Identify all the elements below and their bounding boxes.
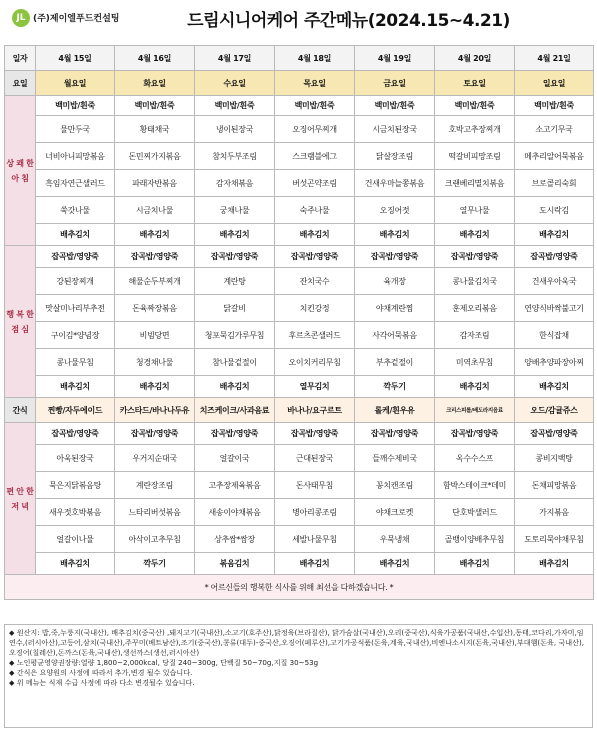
breakfast-dish-cell: 궁채나물 <box>195 197 275 224</box>
snack-note: ◆ 간식은 요양원의 사정에 따라서 추가,변경 될수 있습니다. <box>9 668 193 677</box>
lunch-dish-cell: 배추김치 <box>36 376 115 398</box>
lunch-dish-cell: 배추김치 <box>435 376 515 398</box>
breakfast-dish-cell: 호박고추장찌개 <box>435 116 515 143</box>
breakfast-dish-cell: 브로콜리숙회 <box>515 170 594 197</box>
lunch-dish-cell: 사각어묵볶음 <box>355 322 435 349</box>
breakfast-dish-cell: 백미밥/흰죽 <box>275 96 355 116</box>
dinner-row <box>5 445 594 472</box>
lunch-dish-cell: 훈제오리볶음 <box>435 295 515 322</box>
day-row <box>5 71 594 96</box>
dinner-row <box>5 499 594 526</box>
breakfast-dish-cell: 배추김치 <box>515 224 594 246</box>
breakfast-dish-cell: 오징어젓 <box>355 197 435 224</box>
lunch-row <box>5 322 594 349</box>
lunch-dish-cell: 콩나물김치국 <box>435 268 515 295</box>
breakfast-dish-cell: 배추김치 <box>435 224 515 246</box>
lunch-dish-cell: 치킨강정 <box>275 295 355 322</box>
lunch-dish-cell: 잡곡밥/영양죽 <box>515 246 594 268</box>
breakfast-dish-cell: 열무나물 <box>435 197 515 224</box>
snack-row <box>5 398 594 423</box>
snack-cell: 카스타드/바나나두유 <box>115 398 195 423</box>
lunch-label: 행 복 한 점 심 <box>5 246 36 398</box>
breakfast-dish-cell: 숙주나물 <box>275 197 355 224</box>
date-cell: 4월 16일 <box>115 46 195 71</box>
dinner-dish-cell: 묵은지닭볶음탕 <box>36 472 115 499</box>
dinner-dish-cell: 아욱된장국 <box>36 445 115 472</box>
lunch-dish-cell: 잡곡밥/영양죽 <box>275 246 355 268</box>
date-label: 일자 <box>5 46 36 71</box>
lunch-dish-cell: 부추겉절이 <box>355 349 435 376</box>
dinner-dish-cell: 느타리버섯볶음 <box>115 499 195 526</box>
lunch-dish-cell: 잡곡밥/영양죽 <box>355 246 435 268</box>
lunch-dish-cell: 배추김치 <box>515 376 594 398</box>
breakfast-dish-cell: 돈민찌가지볶음 <box>115 143 195 170</box>
dinner-dish-cell: 들깨수제비국 <box>355 445 435 472</box>
lunch-dish-cell: 깍두기 <box>355 376 435 398</box>
dinner-row <box>5 553 594 575</box>
dinner-dish-cell: 배추김치 <box>355 553 435 575</box>
dinner-dish-cell: 꽁치캔조림 <box>355 472 435 499</box>
dinner-dish-cell: 새송이야채볶음 <box>195 499 275 526</box>
lunch-dish-cell: 맛살미나리부추전 <box>36 295 115 322</box>
header <box>0 0 597 38</box>
date-row <box>5 46 594 71</box>
lunch-dish-cell: 해물순두부찌개 <box>115 268 195 295</box>
notice-row <box>5 575 594 600</box>
dinner-dish-cell: 돈채피망볶음 <box>515 472 594 499</box>
dinner-row <box>5 526 594 553</box>
dinner-row <box>5 472 594 499</box>
lunch-dish-cell: 육개장 <box>355 268 435 295</box>
company-logo: JL <box>12 9 30 27</box>
lunch-dish-cell: 돈육짜장볶음 <box>115 295 195 322</box>
snack-cell: 찐빵/자두에이드 <box>36 398 115 423</box>
breakfast-dish-cell: 백미밥/흰죽 <box>355 96 435 116</box>
snack-label: 간식 <box>5 398 36 423</box>
breakfast-dish-cell: 백미밥/흰죽 <box>195 96 275 116</box>
breakfast-dish-cell: 배추김치 <box>36 224 115 246</box>
lunch-row <box>5 268 594 295</box>
date-cell: 4월 15일 <box>36 46 115 71</box>
breakfast-dish-cell: 황태채국 <box>115 116 195 143</box>
lunch-dish-cell: 청경채나물 <box>115 349 195 376</box>
breakfast-dish-cell: 소고기무국 <box>515 116 594 143</box>
day-cell: 월요일 <box>36 71 115 96</box>
weekly-menu-table <box>4 45 594 600</box>
dinner-dish-cell: 가지볶음 <box>515 499 594 526</box>
breakfast-dish-cell: 떡갈비피망조림 <box>435 143 515 170</box>
date-cell: 4월 19일 <box>355 46 435 71</box>
breakfast-row <box>5 224 594 246</box>
day-cell: 일요일 <box>515 71 594 96</box>
lunch-dish-cell: 열무김치 <box>275 376 355 398</box>
snack-cell: 크리스피롤/배도라지음료 <box>435 398 515 423</box>
breakfast-dish-cell: 쑥갓나물 <box>36 197 115 224</box>
menu-change-note: ◆ 위 메뉴는 식재 수급 사정에 따라 다소 변경될수 있습니다. <box>9 678 195 687</box>
lunch-dish-cell: 계란탕 <box>195 268 275 295</box>
dinner-dish-cell: 잡곡밥/영양죽 <box>355 423 435 445</box>
dinner-dish-cell: 야채크로켓 <box>355 499 435 526</box>
dinner-dish-cell: 배추김치 <box>275 553 355 575</box>
breakfast-dish-cell: 백미밥/흰죽 <box>115 96 195 116</box>
dinner-dish-cell: 잡곡밥/영양죽 <box>115 423 195 445</box>
lunch-dish-cell: 잡곡밥/영양죽 <box>115 246 195 268</box>
dinner-dish-cell: 배추김치 <box>515 553 594 575</box>
lunch-dish-cell: 양배추양파장아찌 <box>515 349 594 376</box>
breakfast-dish-cell: 감자채볶음 <box>195 170 275 197</box>
origin-note: ◆ 원산지: 밥,죽,누룽지(국내산), 배추김치(중국산) ,돼지고기(국내산),소고기(호주산),닭정육(브라질산), 닭가슴살(국내산),오리(중국산),식육가공품(국내산,수입산),동태,코다리,가자미,임연수,(러시아산),고등어,삼치(국내산),주꾸미(베트남산),조기(중국산),콩류(대두)-중국산,오징어(페루산),고기가공식품(돈육,계육,국내산),비엔나소시지(돈육,국내산),부대햄(돈육, 국내산),오징어(칠레산),돈까스(돈육,국내산),생선까스(생선,러시아산) <box>9 628 584 657</box>
dinner-dish-cell: 아삭이고추무침 <box>115 526 195 553</box>
lunch-dish-cell: 닭갈비 <box>195 295 275 322</box>
dinner-dish-cell: 골뱅이양배추무침 <box>435 526 515 553</box>
dinner-dish-cell: 배추김치 <box>435 553 515 575</box>
dinner-dish-cell: 계란장조림 <box>115 472 195 499</box>
lunch-dish-cell: 건새우아욱국 <box>515 268 594 295</box>
dinner-dish-cell: 잡곡밥/영양죽 <box>275 423 355 445</box>
dinner-row <box>5 423 594 445</box>
day-cell: 토요일 <box>435 71 515 96</box>
lunch-dish-cell: 강된장찌개 <box>36 268 115 295</box>
dinner-dish-cell: 함박스테이크*데미 <box>435 472 515 499</box>
breakfast-row <box>5 170 594 197</box>
day-cell: 수요일 <box>195 71 275 96</box>
breakfast-dish-cell: 시금치된장국 <box>355 116 435 143</box>
dinner-dish-cell: 단호박샐러드 <box>435 499 515 526</box>
date-cell: 4월 20일 <box>435 46 515 71</box>
breakfast-dish-cell: 배추김치 <box>355 224 435 246</box>
snack-cell: 치즈케이크/사과음료 <box>195 398 275 423</box>
breakfast-dish-cell: 배추김치 <box>115 224 195 246</box>
dinner-dish-cell: 옥수수스프 <box>435 445 515 472</box>
dinner-dish-cell: 새우젓호박볶음 <box>36 499 115 526</box>
lunch-dish-cell: 배추김치 <box>115 376 195 398</box>
lunch-dish-cell: 구이김*양념장 <box>36 322 115 349</box>
lunch-dish-cell: 연양식바싹불고기 <box>515 295 594 322</box>
breakfast-dish-cell: 버섯곤약조림 <box>275 170 355 197</box>
dinner-dish-cell: 얼갈이국 <box>195 445 275 472</box>
lunch-dish-cell: 오이치커리무침 <box>275 349 355 376</box>
dinner-dish-cell: 세발나물무침 <box>275 526 355 553</box>
nutrition-note: ◆ 노인평균영양권장량:열량 1,800~2,000kcal, 당질 240~300g, 단백질 50~70g,지질 30~53g <box>9 658 319 667</box>
breakfast-dish-cell: 백미밥/흰죽 <box>515 96 594 116</box>
dinner-dish-cell: 고추장제육볶음 <box>195 472 275 499</box>
lunch-dish-cell: 잡곡밥/영양죽 <box>435 246 515 268</box>
dinner-dish-cell: 배추김치 <box>36 553 115 575</box>
footer-notes <box>4 624 593 728</box>
lunch-dish-cell: 콩나물무침 <box>36 349 115 376</box>
breakfast-dish-cell: 스크램블에그 <box>275 143 355 170</box>
dinner-dish-cell: 상추쌈*쌈장 <box>195 526 275 553</box>
breakfast-dish-cell: 도시락김 <box>515 197 594 224</box>
dinner-dish-cell: 우묵냉채 <box>355 526 435 553</box>
lunch-dish-cell: 배추김치 <box>195 376 275 398</box>
lunch-dish-cell: 잡곡밥/영양죽 <box>36 246 115 268</box>
breakfast-dish-cell: 냉이된장국 <box>195 116 275 143</box>
breakfast-row <box>5 116 594 143</box>
breakfast-dish-cell: 메추리알어묵볶음 <box>515 143 594 170</box>
lunch-dish-cell: 잔치국수 <box>275 268 355 295</box>
date-cell: 4월 18일 <box>275 46 355 71</box>
day-cell: 목요일 <box>275 71 355 96</box>
breakfast-dish-cell: 크랜베리멸치볶음 <box>435 170 515 197</box>
lunch-row <box>5 349 594 376</box>
dinner-dish-cell: 잡곡밥/영양죽 <box>195 423 275 445</box>
breakfast-dish-cell: 건새우마늘쫑볶음 <box>355 170 435 197</box>
breakfast-row <box>5 96 594 116</box>
lunch-row <box>5 376 594 398</box>
breakfast-dish-cell: 백미밥/흰죽 <box>36 96 115 116</box>
breakfast-label: 상 쾌 한 아 침 <box>5 96 36 246</box>
company-name: (주)제이엘푸드컨설팅 <box>33 14 120 24</box>
dinner-dish-cell: 잡곡밥/영양죽 <box>515 423 594 445</box>
dinner-dish-cell: 잡곡밥/영양죽 <box>435 423 515 445</box>
dinner-dish-cell: 깍두기 <box>115 553 195 575</box>
lunch-dish-cell: 잡곡밥/영양죽 <box>195 246 275 268</box>
page-title: 드림시니어케어 주간메뉴(2024.15~4.21) <box>187 11 510 31</box>
lunch-row <box>5 246 594 268</box>
lunch-dish-cell: 한식잡채 <box>515 322 594 349</box>
dinner-dish-cell: 병아리콩조림 <box>275 499 355 526</box>
breakfast-dish-cell: 배추김치 <box>195 224 275 246</box>
lunch-dish-cell: 청포묵김가루무침 <box>195 322 275 349</box>
dinner-dish-cell: 돈사태무침 <box>275 472 355 499</box>
dinner-dish-cell: 잡곡밥/영양죽 <box>36 423 115 445</box>
lunch-dish-cell: 감자조림 <box>435 322 515 349</box>
day-cell: 화요일 <box>115 71 195 96</box>
breakfast-dish-cell: 참치두부조림 <box>195 143 275 170</box>
dinner-dish-cell: 우거지순대국 <box>115 445 195 472</box>
lunch-row <box>5 295 594 322</box>
breakfast-dish-cell: 흑임자연근샐러드 <box>36 170 115 197</box>
breakfast-dish-cell: 물만두국 <box>36 116 115 143</box>
notice-text: * 어르신들의 행복한 식사를 위해 최선을 다하겠습니다. * <box>5 575 594 600</box>
breakfast-dish-cell: 시금치나물 <box>115 197 195 224</box>
dinner-dish-cell: 콩비지백탕 <box>515 445 594 472</box>
breakfast-row <box>5 143 594 170</box>
breakfast-dish-cell: 파래자반볶음 <box>115 170 195 197</box>
breakfast-row <box>5 197 594 224</box>
snack-cell: 오드/감귤쥬스 <box>515 398 594 423</box>
lunch-dish-cell: 참나물겉절이 <box>195 349 275 376</box>
lunch-dish-cell: 비빔당면 <box>115 322 195 349</box>
day-label: 요일 <box>5 71 36 96</box>
snack-cell: 롤케/흰우유 <box>355 398 435 423</box>
dinner-dish-cell: 볶음김치 <box>195 553 275 575</box>
day-cell: 금요일 <box>355 71 435 96</box>
breakfast-dish-cell: 배추김치 <box>275 224 355 246</box>
dinner-dish-cell: 근대된장국 <box>275 445 355 472</box>
dinner-label: 편 안 한 저 녁 <box>5 423 36 575</box>
dinner-dish-cell: 도토리묵야채무침 <box>515 526 594 553</box>
lunch-dish-cell: 미역초무침 <box>435 349 515 376</box>
date-cell: 4월 17일 <box>195 46 275 71</box>
breakfast-dish-cell: 백미밥/흰죽 <box>435 96 515 116</box>
dinner-dish-cell: 얼갈이나물 <box>36 526 115 553</box>
lunch-dish-cell: 야채계란찜 <box>355 295 435 322</box>
breakfast-dish-cell: 오징어무찌개 <box>275 116 355 143</box>
snack-cell: 바나나/요구르트 <box>275 398 355 423</box>
breakfast-dish-cell: 닭살장조림 <box>355 143 435 170</box>
date-cell: 4월 21일 <box>515 46 594 71</box>
breakfast-dish-cell: 너비아니피망볶음 <box>36 143 115 170</box>
lunch-dish-cell: 후르츠콘샐러드 <box>275 322 355 349</box>
